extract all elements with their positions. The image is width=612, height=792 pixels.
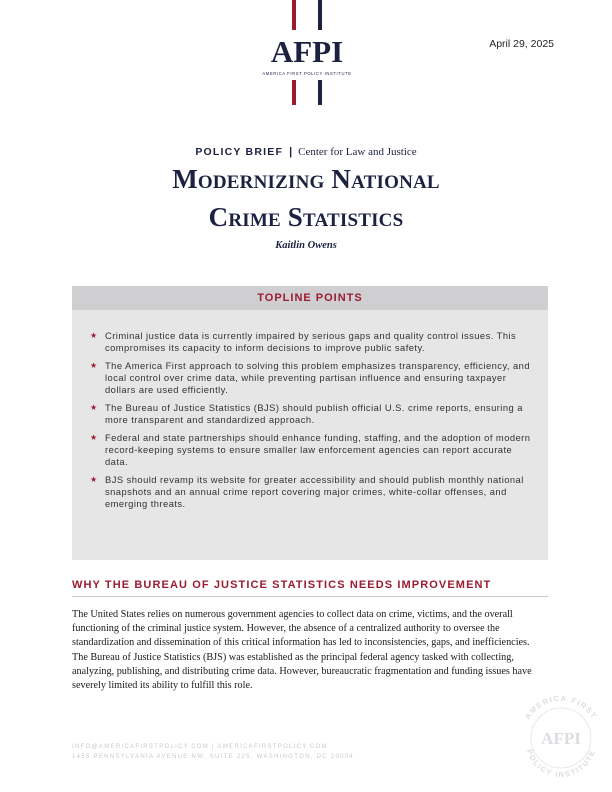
section-body: The United States relies on numerous government agencies to collect data on crime, victims, and the overall functioning of the criminal justice system. However, the absence of a centralized authority to oversee the standardization and dissemination of this critical information has led to inconsistencies, gaps, and inefficiencies. The Bureau of Justice Statistics (BJS) was established as the principal federal agency tasked with collecting, analyzing, publishing, and distributing crime data. However, bureaucratic fragmentation and funding issues have severely limited its ability to fulfill this role. [72, 609, 532, 692]
star-icon: ★ [90, 361, 98, 370]
footer [72, 742, 354, 762]
star-icon: ★ [90, 331, 98, 340]
svg-text:AFPI: AFPI [541, 729, 581, 748]
title-line-2: Crime Statistics [208, 202, 404, 232]
svg-text:AMERICA FIRST POLICY INSTITUTE: AMERICA FIRST POLICY INSTITUTE [262, 71, 352, 76]
author: Kaitlin Owens [275, 240, 337, 251]
brief-separator: | [289, 146, 293, 158]
afpi-seal-watermark [512, 686, 610, 784]
section-heading: WHY THE BUREAU OF JUSTICE STATISTICS NEEDS IMPROVEMENT [72, 579, 492, 591]
section-divider [72, 596, 548, 597]
svg-text:AFPI: AFPI [270, 34, 344, 69]
svg-text:AMERICA FIRST: AMERICA FIRST [522, 693, 600, 721]
star-icon: ★ [90, 403, 98, 412]
star-icon: ★ [90, 475, 98, 484]
topline-point: ★ The Bureau of Justice Statistics (BJS) should publish official U.S. crime reports, ensuring a more transparent and standardized approach. [90, 402, 523, 425]
brief-line [0, 146, 612, 158]
center-name: Center for Law and Justice [298, 146, 417, 158]
topline-point: ★ Federal and state partnerships should enhance funding, staffing, and the adoption of modern record-keeping systems to ensure smaller law enforcement agencies can report accurate data. [90, 432, 531, 467]
topline-point: ★ BJS should revamp its website for greater accessibility and should publish monthly national snapshots and an annual crime report covering major crimes, white-collar offenses, and emerging threats. [90, 474, 524, 509]
publication-date: April 29, 2025 [489, 38, 554, 50]
footer-address: 1455 PENNSYLVANIA AVENUE NW, SUITE 225, WASHINGTON, DC 20004 [72, 754, 355, 760]
topline-points [72, 310, 548, 510]
star-icon: ★ [90, 433, 98, 442]
topline-heading: TOPLINE POINTS [72, 286, 548, 310]
title-line-1: Modernizing National [172, 164, 440, 194]
topline-box [72, 286, 548, 560]
topline-point: ★ The America First approach to solving this problem emphasizes transparency, efficiency, and local control over crime data, while preventing partisan influence and ensuring taxpayer dollars are used efficiently. [90, 360, 530, 395]
policy-brief-label: POLICY BRIEF [195, 146, 284, 158]
topline-point: ★ Criminal justice data is currently impaired by serious gaps and quality control issues. This compromises its capacity to inform decisions to improve public safety. [90, 330, 517, 353]
svg-text:POLICY INSTITUTE: POLICY INSTITUTE [524, 748, 598, 780]
footer-contact: INFO@AMERICAFIRSTPOLICY.COM | AMERICAFIRSTPOLICY.COM [72, 744, 328, 750]
afpi-logo [262, 0, 352, 108]
